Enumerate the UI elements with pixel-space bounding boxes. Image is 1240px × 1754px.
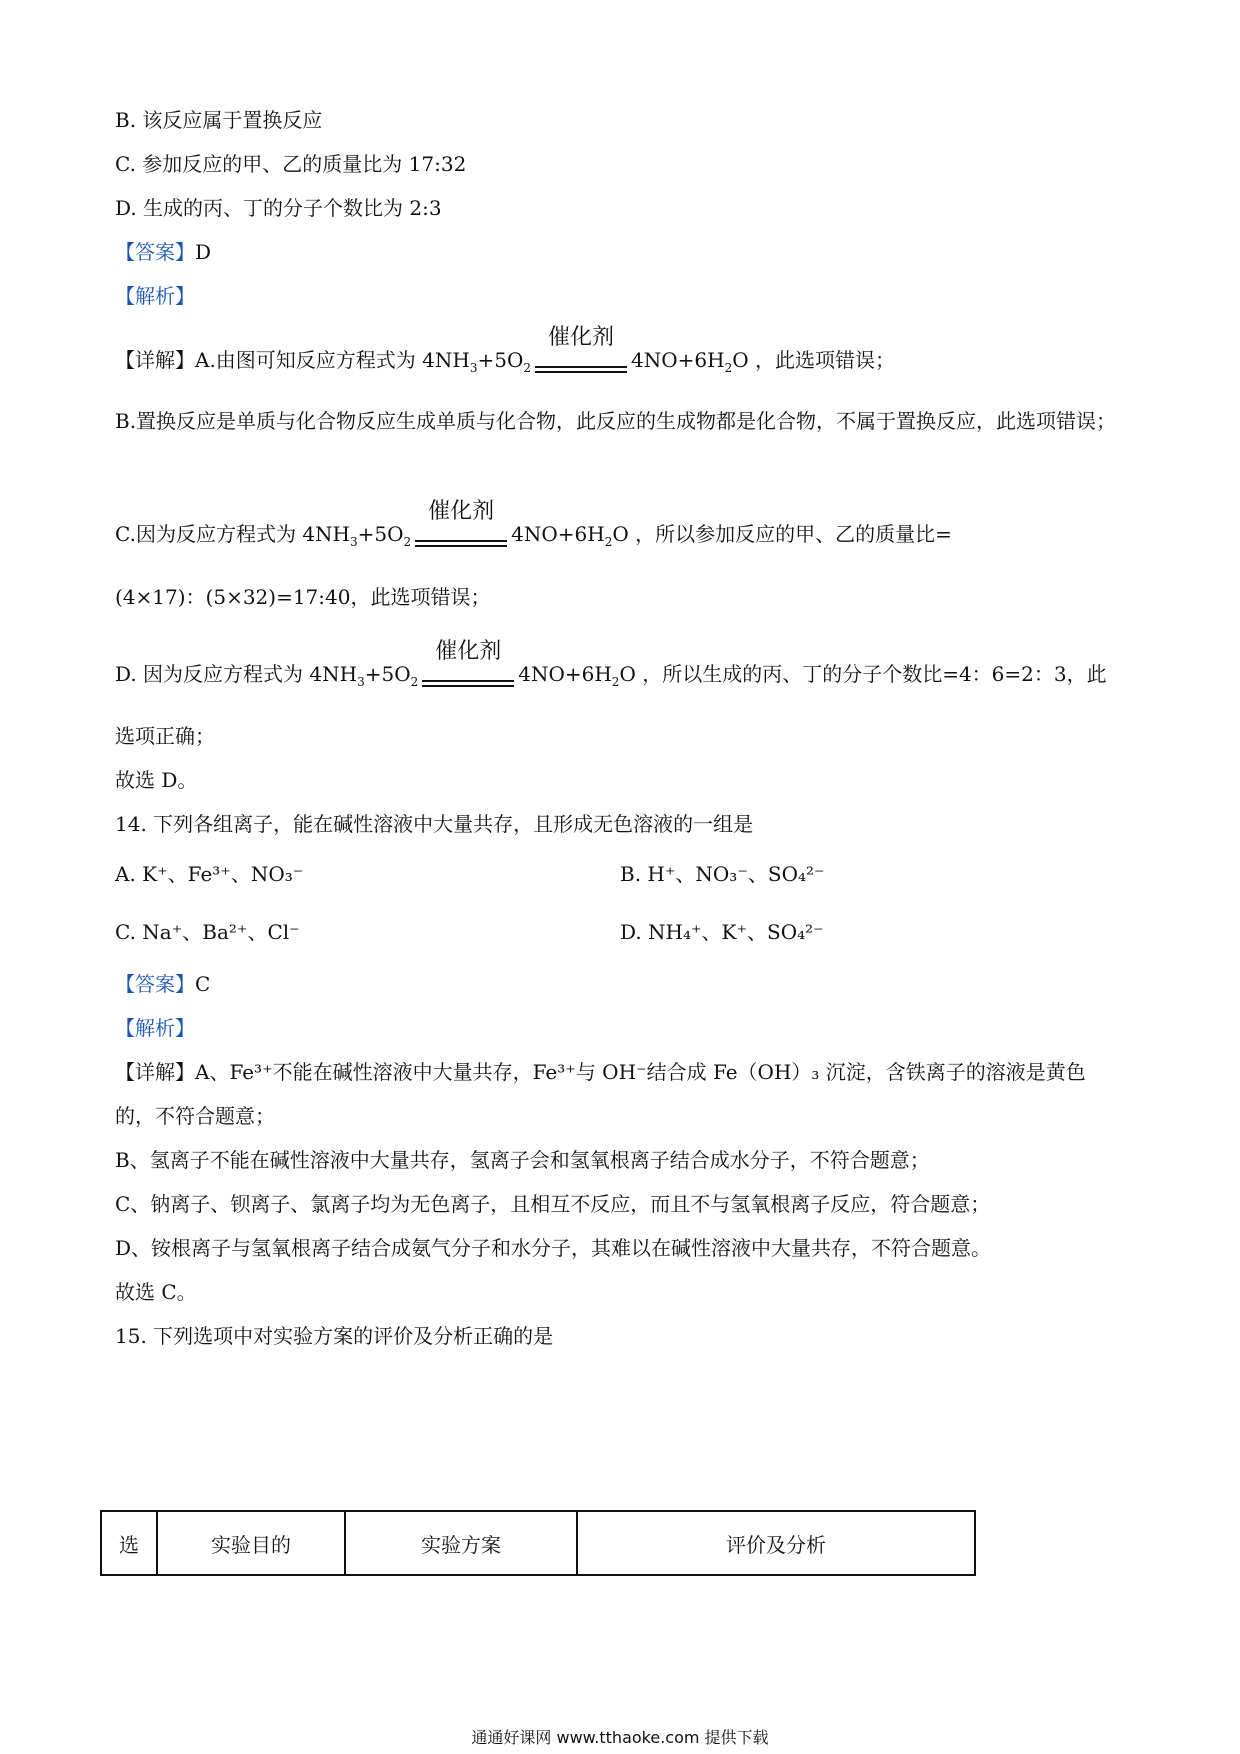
table-header-cell: 选	[101, 1511, 157, 1575]
reaction-equation: $4NH_3+5O_2$ 催化剂 $4NO+6H_2O$	[302, 499, 629, 549]
answer-value: D	[195, 240, 212, 264]
detail-c-q13	[115, 499, 952, 556]
question-14-stem: 14. 下列各组离子，能在碱性溶液中大量共存，且形成无色溶液的一组是	[115, 812, 754, 836]
detail-d-cont: 选项正确；	[115, 724, 215, 748]
answer-tag: 【答案】	[115, 240, 195, 264]
analysis-tag-q13: 【解析】	[115, 284, 195, 308]
table-header-row	[101, 1511, 975, 1575]
reaction-equation: $4NH_3+5O_2$ 催化剂 $4NO+6H_2O$	[309, 639, 636, 689]
table-header-cell: 实验目的	[157, 1511, 345, 1575]
analysis-tag-q14: 【解析】	[115, 1016, 195, 1040]
detail-a-suffix: ，此选项错误；	[754, 348, 895, 372]
detail-d-prefix: D. 因为反应方程式为	[115, 662, 304, 686]
detail-c-suffix: ，所以参加反应的甲、乙的质量比=	[635, 522, 952, 546]
detail-d-q14: D、铵根离子与氢氧根离子结合成氨气分子和水分子，其难以在碱性溶液中大量共存，不符合题意。	[115, 1236, 992, 1260]
option-b-q13: B. 该反应属于置换反应	[115, 108, 323, 132]
detail-a-prefix: 【详解】A.由图可知反应方程式为	[115, 348, 416, 372]
option-a-q14: A. K⁺、Fe³⁺、NO₃⁻	[115, 862, 304, 886]
question-15-stem: 15. 下列选项中对实验方案的评价及分析正确的是	[115, 1324, 554, 1348]
option-b-q14: B. H⁺、NO₃⁻、SO₄²⁻	[620, 862, 825, 886]
answer-value: C	[195, 972, 211, 996]
option-d-q14: D. NH₄⁺、K⁺、SO₄²⁻	[620, 920, 824, 944]
option-c-q13: C. 参加反应的甲、乙的质量比为 17:32	[115, 152, 467, 176]
table-header-cell: 实验方案	[345, 1511, 577, 1575]
answer-q13	[115, 238, 211, 266]
q15-table	[100, 1510, 976, 1576]
detail-d-q13	[115, 639, 1107, 696]
detail-c-q14: C、钠离子、钡离子、氯离子均为无色离子，且相互不反应，而且不与氢氧根离子反应，符合题意；	[115, 1192, 991, 1216]
answer-q14	[115, 970, 210, 998]
detail-a-cont-q14: 的，不符合题意；	[115, 1104, 275, 1128]
detail-b-q14: B、氢离子不能在碱性溶液中大量共存，氢离子会和氢氧根离子结合成水分子，不符合题意；	[115, 1148, 930, 1172]
table-header-cell: 评价及分析	[577, 1511, 975, 1575]
reaction-equation: $4NH_3+5O_2$ 催化剂 $4NO+6H_2O$	[422, 325, 749, 375]
catalyst-label: 催化剂	[548, 325, 615, 350]
option-c-q14: C. Na⁺、Ba²⁺、Cl⁻	[115, 920, 300, 944]
answer-tag: 【答案】	[115, 972, 195, 996]
page-footer: 通通好课网 www.tthaoke.com 提供下载	[471, 1728, 769, 1747]
catalyst-label: 催化剂	[435, 639, 502, 664]
detail-d-suffix: ，所以生成的丙、丁的分子个数比=4：6=2：3，此	[642, 662, 1107, 686]
detail-c-calc: (4×17)：(5×32)=17:40，此选项错误；	[115, 585, 491, 609]
detail-c-prefix: C.因为反应方程式为	[115, 522, 296, 546]
conclusion-q13: 故选 D。	[115, 768, 198, 792]
detail-a-q13	[115, 325, 895, 382]
detail-b-q13: B.置换反应是单质与化合物反应生成单质与化合物，此反应的生成物都是化合物，不属于置换反应，此选项错误；	[115, 409, 1117, 433]
option-d-q13: D. 生成的丙、丁的分子个数比为 2:3	[115, 196, 442, 220]
conclusion-q14: 故选 C。	[115, 1280, 197, 1304]
catalyst-label: 催化剂	[428, 499, 495, 524]
detail-a-q14: 【详解】A、Fe³⁺不能在碱性溶液中大量共存，Fe³⁺与 OH⁻结合成 Fe（OH）₃ 沉淀，含铁离子的溶液是黄色	[115, 1060, 1086, 1084]
